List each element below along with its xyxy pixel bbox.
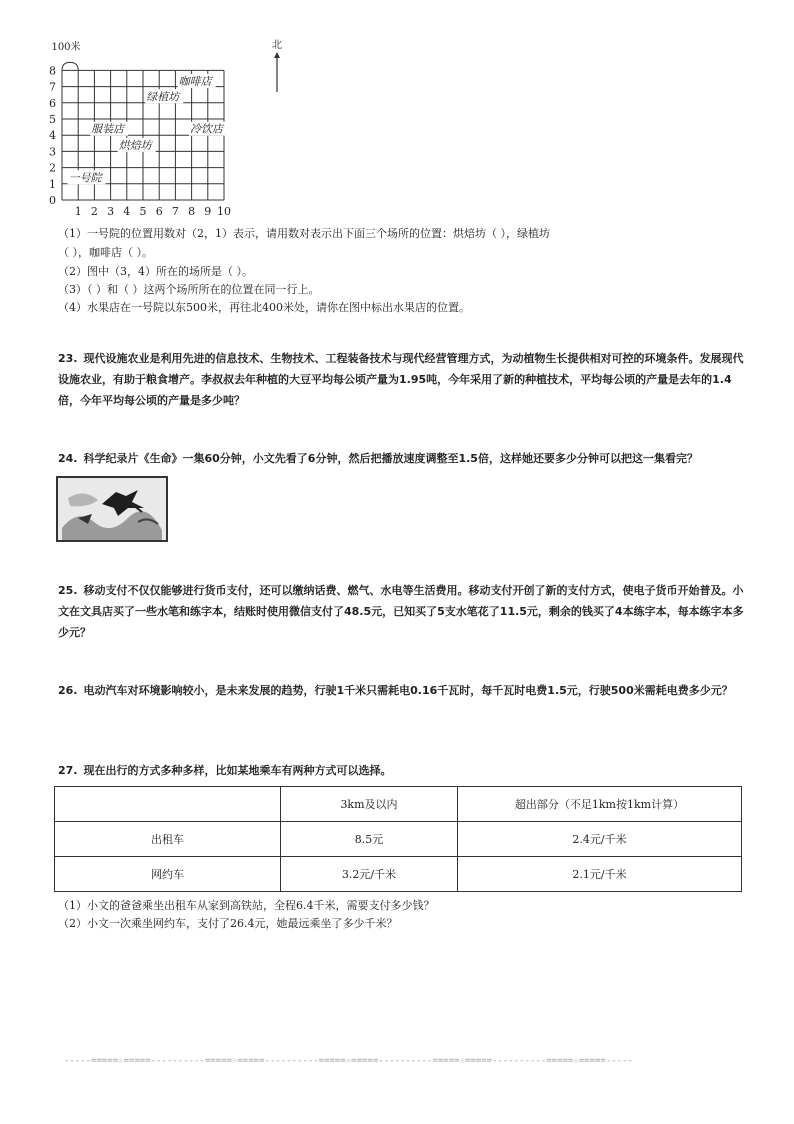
question-26 — [58, 680, 748, 701]
place-label: 烘焙坊 — [118, 138, 152, 152]
q27-sub1: （1）小文的爸爸乘坐出租车从家到高铁站，全程6.4千米，需要支付多少钱？ — [58, 899, 435, 912]
place-label: 服装店 — [91, 122, 125, 136]
unit-label: 100米 — [51, 42, 81, 53]
bird-illustration — [58, 478, 166, 540]
table-cell: 2.4元/千米 — [458, 822, 742, 857]
question-text: 现在出行的方式多种多样，比如某地乘车有两种方式可以选择。 — [83, 764, 392, 777]
question-27 — [58, 760, 748, 781]
table-cell: 网约车 — [55, 857, 281, 892]
question-23 — [58, 348, 748, 411]
header-cell: 超出部分（不足1km按1km计算） — [458, 787, 742, 822]
table-cell: 2.1元/千米 — [458, 857, 742, 892]
fare-table-wrapper — [54, 786, 742, 892]
question-number: 25. — [58, 584, 78, 597]
header-cell — [55, 787, 281, 822]
question-text: 科学纪录片《生命》一集60分钟，小文先看了6分钟，然后把播放速度调整至1.5倍，这样她还要多少分钟可以把这一集看完？ — [83, 452, 698, 465]
question-number: 26. — [58, 684, 78, 697]
y-tick-label: 7 — [49, 80, 56, 94]
place-label: 一号院 — [68, 171, 102, 185]
y-tick-label: 4 — [49, 129, 56, 143]
table-cell: 3.2元/千米 — [281, 857, 458, 892]
q22-line4: （3）（ ）和（ ）这两个场所所在的位置在同一行上。 — [58, 283, 320, 296]
unit-bracket — [62, 62, 78, 70]
q22-line5: （4）水果店在一号院以东500米，再往北400米处，请你在图中标出水果店的位置。 — [58, 301, 470, 314]
y-tick-label: 6 — [49, 96, 56, 110]
x-tick-label: 10 — [217, 205, 231, 218]
question-number: 23. — [58, 352, 78, 365]
question-text: 现代设施农业是利用先进的信息技术、生物技术、工程装备技术与现代经营管理方式，为动植物生长提供相对可控的环境条件。发展现代设施农业，有助于粮食增产。李叔叔去年种植的大豆平均每公顷产量为1.95吨，今年采用了新的种植技术，平均每公顷的产量是去年的1.4倍，今年平均每公顷的产量是多少吨？ — [58, 352, 744, 407]
question-text: 移动支付不仅仅能够进行货币支付，还可以缴纳话费、燃气、水电等生活费用。移动支付开创了新的支付方式，使电子货币开始普及。小文在文具店买了一些水笔和练字本，结账时使用微信支付了48.5元，已知买了5支水笔花了11.5元，剩余的钱买了4本练字本，每本练字本多少元？ — [58, 584, 744, 639]
y-tick-label: 8 — [49, 64, 56, 78]
question-number: 27. — [58, 764, 78, 777]
north-arrow-head — [274, 52, 280, 58]
question-number: 24. — [58, 452, 78, 465]
x-tick-label: 2 — [90, 205, 98, 218]
table-cell: 出租车 — [55, 822, 281, 857]
x-tick-label: 9 — [204, 205, 212, 218]
place-label: 咖啡店 — [178, 74, 212, 88]
coordinate-grid-figure — [40, 38, 300, 218]
y-tick-label: 3 — [49, 145, 56, 159]
x-tick-label: 4 — [123, 205, 131, 218]
x-tick-label: 8 — [188, 205, 196, 218]
documentary-photo — [56, 476, 168, 542]
y-tick-label: 2 — [49, 161, 56, 175]
q27-sub2: （2）小文一次乘坐网约车，支付了26.4元，她最远乘坐了多少千米？ — [58, 917, 398, 930]
q22-line3: （2）图中（3，4）所在的场所是（ ）。 — [58, 265, 253, 278]
x-tick-label: 6 — [155, 205, 163, 218]
x-tick-label: 5 — [139, 205, 147, 218]
y-tick-label: 0 — [49, 194, 56, 207]
table-header-row — [55, 787, 742, 822]
table-cell: 8.5元 — [281, 822, 458, 857]
x-tick-label: 7 — [171, 205, 179, 218]
fare-table — [54, 786, 742, 892]
q22-line2: （ ），咖啡店（ ）。 — [58, 246, 153, 259]
y-tick-label: 5 — [49, 113, 56, 126]
north-label: 北 — [272, 40, 282, 51]
question-25 — [58, 580, 748, 643]
place-label: 绿植坊 — [146, 90, 180, 104]
table-row — [55, 857, 742, 892]
footer-divider: -----=====☆=====----------=====☆=====----------=====☆=====----------=====☆=====----------=====☆=====----- — [64, 1056, 633, 1066]
coordinate-grid — [40, 38, 300, 218]
header-cell: 3km及以内 — [281, 787, 458, 822]
q22-line1: （1）一号院的位置用数对（2，1）表示，请用数对表示出下面三个场所的位置：烘焙坊（ ），绿植坊 — [58, 227, 550, 240]
place-label: 冷饮店 — [189, 122, 223, 136]
y-tick-label: 1 — [49, 177, 56, 191]
question-text: 电动汽车对环境影响较小，是未来发展的趋势，行驶1千米只需耗电0.16千瓦时，每千瓦时电费1.5元，行驶500米需耗电费多少元？ — [83, 684, 733, 697]
table-row — [55, 822, 742, 857]
question-24 — [58, 448, 748, 469]
x-tick-label: 3 — [107, 205, 115, 218]
x-tick-label: 1 — [74, 205, 82, 218]
